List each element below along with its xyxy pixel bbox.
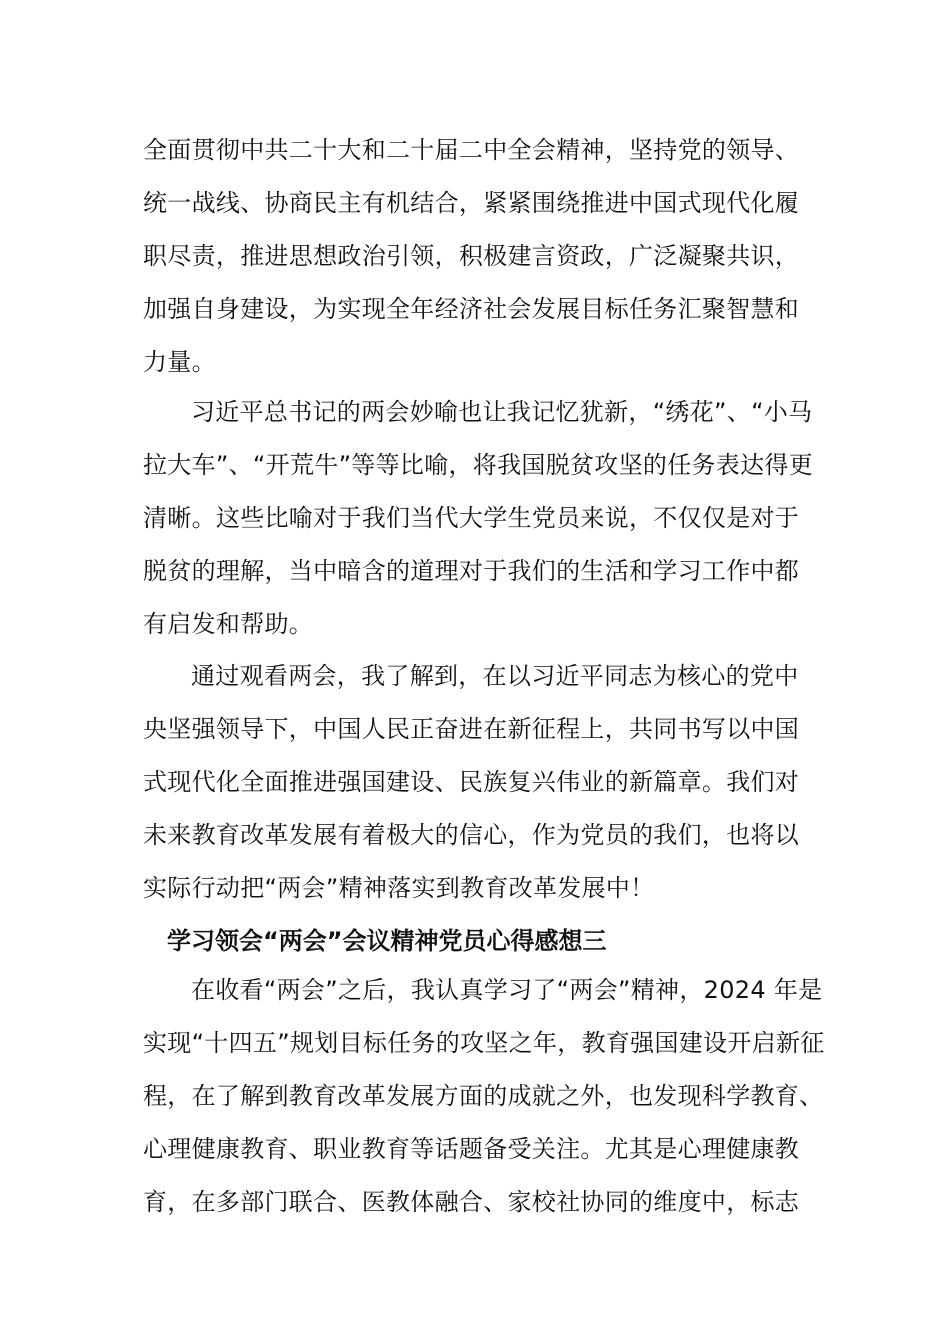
- text-line: 脱贫的理解，当中暗含的道理对于我们的生活和学习工作中都: [143, 557, 800, 585]
- text-line: 习近平总书记的两会妙喻也让我记忆犹新，“绣花”、“小马: [191, 398, 813, 426]
- text-line: 未来教育改革发展有着极大的信心，作为党员的我们，也将以: [143, 821, 800, 849]
- paragraph-3: [143, 650, 823, 915]
- text-line: 央坚强领导下，中国人民正奋进在新征程上，共同书写以中国: [143, 715, 800, 743]
- text-line: 程，在了解到教育改革发展方面的成就之外，也发现科学教育、: [143, 1082, 824, 1110]
- text-line: 心理健康教育、职业教育等话题备受关注。尤其是心理健康教: [143, 1135, 800, 1163]
- text-line: 式现代化全面推进强国建设、民族复兴伟业的新篇章。我们对: [143, 768, 800, 796]
- text-line: 统一战线、协商民主有机结合，紧紧围绕推进中国式现代化履: [143, 189, 800, 217]
- paragraph-2: [143, 386, 823, 651]
- text-line: 实际行动把“两会”精神落实到教育改革发展中！: [143, 874, 655, 902]
- paragraph-4: [143, 964, 823, 1229]
- text-line: 有启发和帮助。: [143, 610, 314, 638]
- text-line: 力量。: [143, 348, 216, 376]
- text-line: 清晰。这些比喻对于我们当代大学生党员来说，不仅仅是对于: [143, 504, 800, 532]
- text-line: 实现“十四五”规划目标任务的攻坚之年，教育强国建设开启新征: [143, 1029, 825, 1057]
- text-line: 拉大车”、“开荒牛”等等比喻，将我国脱贫攻坚的任务表达得更: [143, 451, 813, 479]
- text-line: 加强自身建设，为实现全年经济社会发展目标任务汇聚智慧和: [143, 295, 800, 323]
- text-line: 育，在多部门联合、医教体融合、家校社协同的维度中，标志: [143, 1188, 800, 1216]
- text-line: 通过观看两会，我了解到，在以习近平同志为核心的党中: [191, 662, 799, 690]
- text-line: 在收看“两会”之后，我认真学习了“两会”精神，2024 年是: [191, 976, 823, 1004]
- paragraph-1: [143, 124, 823, 389]
- section-heading: 学习领会“两会”会议精神党员心得感想三: [167, 927, 607, 955]
- text-line: 全面贯彻中共二十大和二十届二中全会精神，坚持党的领导、: [143, 136, 800, 164]
- text-line: 职尽责，推进思想政治引领，积极建言资政，广泛凝聚共识，: [143, 242, 800, 270]
